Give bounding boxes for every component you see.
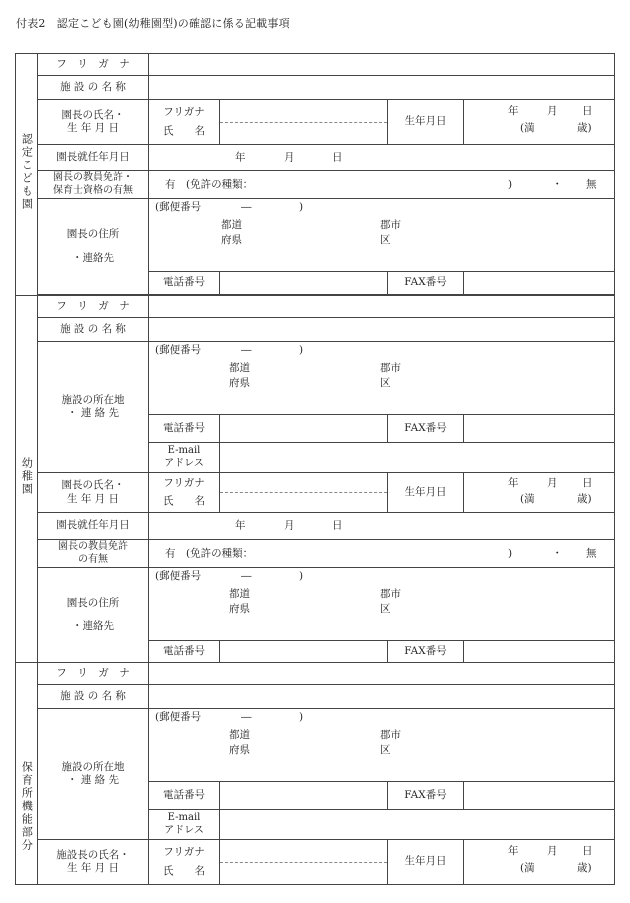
- facility-name-input[interactable]: [149, 76, 615, 100]
- appointed-date-label: 園長就任年月日: [38, 145, 149, 171]
- birthdate-input[interactable]: 年 月 日 (満 歳): [464, 100, 615, 145]
- fax-input[interactable]: [464, 782, 615, 810]
- furigana-label: フ リ ガ ナ: [38, 663, 149, 685]
- birthdate-input[interactable]: 年 月 日 (満 歳): [464, 840, 615, 885]
- phone-input[interactable]: [220, 272, 388, 295]
- facility-address-input[interactable]: (郵便番号 ― ) 都道 府県 郡市 区: [149, 709, 615, 782]
- birthdate-label: 生年月日: [388, 100, 464, 145]
- facility-name-input[interactable]: [149, 685, 615, 709]
- facility-name-label: 施 設 の 名 称: [38, 685, 149, 709]
- fax-input[interactable]: [464, 272, 615, 295]
- fax-input[interactable]: [464, 415, 615, 443]
- director-address-input[interactable]: (郵便番号 ― ) 都道 府県 郡市 区: [149, 199, 615, 272]
- fax-label: FAX番号: [388, 415, 464, 443]
- email-label: E-mail アドレス: [149, 443, 220, 473]
- license-label: 園長の教員免許・ 保育士資格の有無: [38, 171, 149, 199]
- phone-label: 電話番号: [149, 272, 220, 295]
- director-address-input[interactable]: (郵便番号 ― ) 都道 府県 郡市 区: [149, 568, 615, 641]
- appointed-date-input[interactable]: 年 月 日: [149, 145, 615, 171]
- registration-form-table: [15, 53, 615, 885]
- appointed-date-label: 園長就任年月日: [38, 513, 149, 540]
- license-input[interactable]: 有 (免許の種類： ) ・ 無: [149, 540, 615, 568]
- director-furigana-name-label: フリガナ 氏 名: [149, 840, 220, 885]
- email-input[interactable]: [220, 443, 615, 473]
- director-name-input[interactable]: [220, 100, 388, 145]
- license-input[interactable]: 有 (免許の種類： ) ・ 無: [149, 171, 615, 199]
- section-label-kodomoen: 認定こども園: [16, 54, 38, 296]
- birthdate-input[interactable]: 年 月 日 (満 歳): [464, 473, 615, 513]
- email-input[interactable]: [220, 810, 615, 840]
- fax-label: FAX番号: [388, 641, 464, 663]
- phone-label: 電話番号: [149, 782, 220, 810]
- facility-address-input[interactable]: (郵便番号 ― ) 都道 府県 郡市 区: [149, 342, 615, 415]
- phone-input[interactable]: [220, 641, 388, 663]
- birthdate-label: 生年月日: [388, 840, 464, 885]
- phone-label: 電話番号: [149, 641, 220, 663]
- director-furigana-name-label: フリガナ 氏 名: [149, 100, 220, 145]
- director-address-label: 園長の住所 ・連絡先: [38, 568, 149, 663]
- facility-name-input[interactable]: [149, 318, 615, 342]
- birthdate-label: 生年月日: [388, 473, 464, 513]
- director-address-label: 園長の住所 ・連絡先: [38, 199, 149, 295]
- furigana-label: フ リ ガ ナ: [38, 296, 149, 318]
- director-name-label: 園長の氏名・ 生 年 月 日: [38, 100, 149, 145]
- director-name-input[interactable]: [220, 473, 388, 513]
- furigana-input[interactable]: [149, 296, 615, 318]
- furigana-label: フ リ ガ ナ: [38, 54, 149, 76]
- furigana-input[interactable]: [149, 54, 615, 76]
- appointed-date-input[interactable]: 年 月 日: [149, 513, 615, 540]
- facility-location-label: 施設の所在地 ・ 連 絡 先: [38, 709, 149, 840]
- director-name-input[interactable]: [220, 840, 388, 885]
- facility-director-name-label: 施設長の氏名・ 生 年 月 日: [38, 840, 149, 885]
- license-label: 園長の教員免許 の有無: [38, 540, 149, 568]
- facility-location-label: 施設の所在地 ・ 連 絡 先: [38, 342, 149, 473]
- section-label-yochien: 幼稚園: [16, 296, 38, 663]
- director-name-label: 園長の氏名・ 生 年 月 日: [38, 473, 149, 513]
- phone-label: 電話番号: [149, 415, 220, 443]
- fax-label: FAX番号: [388, 782, 464, 810]
- email-label: E-mail アドレス: [149, 810, 220, 840]
- director-furigana-name-label: フリガナ 氏 名: [149, 473, 220, 513]
- phone-input[interactable]: [220, 782, 388, 810]
- fax-input[interactable]: [464, 641, 615, 663]
- page-title: 付表2 認定こども園(幼稚園型)の確認に係る記載事項: [16, 17, 290, 30]
- fax-label: FAX番号: [388, 272, 464, 295]
- furigana-input[interactable]: [149, 663, 615, 685]
- facility-name-label: 施 設 の 名 称: [38, 318, 149, 342]
- phone-input[interactable]: [220, 415, 388, 443]
- section-label-hoikusho: 保育所機能部分: [16, 663, 38, 885]
- facility-name-label: 施 設 の 名 称: [38, 76, 149, 100]
